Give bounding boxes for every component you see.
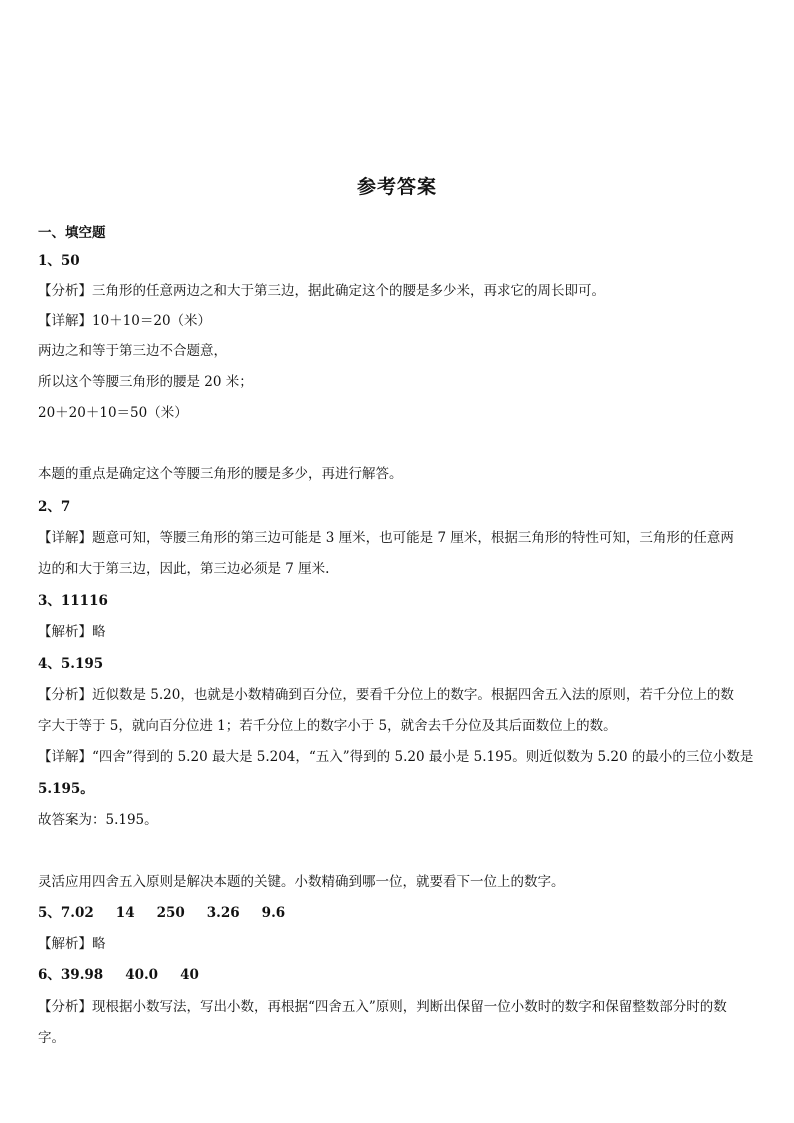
- q5-answer-3: 250: [156, 905, 185, 921]
- q5-answer-4: 3.26: [206, 905, 240, 921]
- q4-detail-line-2: 5.195。: [38, 781, 94, 797]
- q5-analysis: 【解析】略: [38, 936, 106, 952]
- q6-label: 6、: [38, 967, 61, 983]
- q1-answer: 1、50: [38, 253, 80, 269]
- q5-answer-5: 9.6: [261, 905, 286, 921]
- q4-analysis-line-2: 字大于等于 5，就向百分位进 1；若千分位上的数字小于 5，就舍去千分位及其后面数位上的数。: [38, 718, 617, 734]
- q6-answer-1: 39.98: [60, 967, 104, 983]
- q1-detail-line-2: 两边之和等于第三边不合题意，: [38, 343, 227, 359]
- page-title: 参考答案: [356, 176, 437, 198]
- q1-detail-line-3: 所以这个等腰三角形的腰是 20 米；: [38, 374, 253, 390]
- q5-label: 5、: [38, 905, 61, 921]
- q1-analysis: 【分析】三角形的任意两边之和大于第三边，据此确定这个的腰是多少米，再求它的周长即可。: [38, 283, 605, 299]
- section-heading: 一、填空题: [38, 225, 106, 241]
- q6-answer: [38, 966, 760, 984]
- q1-comment: 本题的重点是确定这个等腰三角形的腰是多少，再进行解答。: [38, 466, 403, 482]
- q4-comment: 灵活应用四舍五入原则是解决本题的关键。小数精确到哪一位，就要看下一位上的数字。: [38, 874, 565, 890]
- q5-answer-1: 7.02: [60, 905, 94, 921]
- q1-detail-line-1: 【详解】10＋10＝20（米）: [38, 313, 212, 329]
- q4-answer: 4、5.195: [38, 656, 104, 672]
- q6-answer-2: 40.0: [125, 967, 159, 983]
- q5-answer-2: 14: [115, 905, 135, 921]
- q1-detail-line-4: 20＋20＋10＝50（米）: [38, 405, 188, 421]
- q4-detail-line-1: 【详解】“四舍”得到的 5.20 最大是 5.204，“五入”得到的 5.20 最小是 5.195。则近似数为 5.20 的最小的三位小数是: [38, 749, 754, 765]
- q4-final-answer: 故答案为：5.195。: [38, 812, 158, 828]
- q6-analysis-line-1: 【分析】现根据小数写法，写出小数，再根据“四舍五入”原则，判断出保留一位小数时的数字和保留整数部分时的数: [38, 999, 727, 1015]
- q3-analysis: 【解析】略: [38, 624, 106, 640]
- q3-answer: 3、11116: [38, 593, 108, 609]
- q2-detail-line-2: 边的和大于第三边，因此，第三边必须是 7 厘米.: [38, 561, 330, 577]
- q2-detail-line-1: 【详解】题意可知，等腰三角形的第三边可能是 3 厘米，也可能是 7 厘米，根据三角形的特性可知，三角形的任意两: [38, 530, 734, 546]
- q4-analysis-line-1: 【分析】近似数是 5.20，也就是小数精确到百分位，要看千分位上的数字。根据四舍五入法的原则，若千分位上的数: [38, 687, 734, 703]
- q2-answer: 2、7: [38, 499, 71, 515]
- q6-answer-3: 40: [180, 967, 199, 983]
- q6-analysis-line-2: 字。: [38, 1030, 65, 1046]
- q5-answer: [38, 904, 760, 922]
